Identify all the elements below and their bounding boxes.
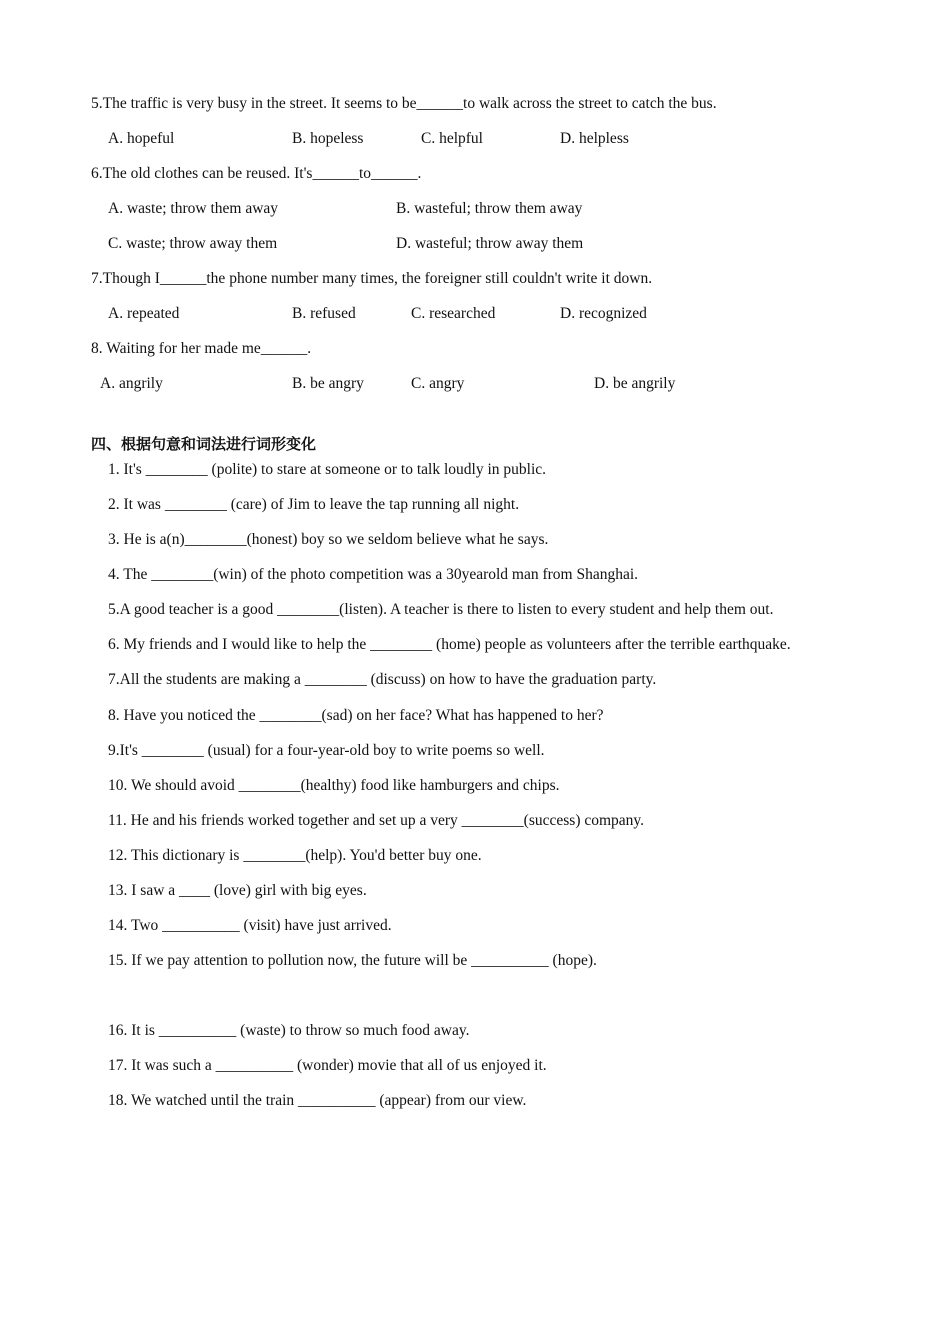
option-c: C. waste; throw away them [108, 235, 278, 252]
option-d: D. be angrily [594, 375, 676, 392]
list-item: 12. This dictionary is ________(help). You'd better buy one. [108, 847, 482, 864]
list-item: 2. It was ________ (care) of Jim to leave the tap running all night. [108, 496, 520, 513]
list-item: 18. We watched until the train __________ (appear) from our view. [108, 1092, 527, 1109]
option-a: A. waste; throw them away [108, 200, 279, 217]
option-c: C. researched [411, 305, 496, 322]
option-b: B. hopeless [292, 130, 364, 147]
question-stem: 5.The traffic is very busy in the street. It seems to be______to walk across the street to catch the bus. [91, 95, 717, 112]
list-item: 13. I saw a ____ (love) girl with big eyes. [108, 882, 367, 899]
section-heading: 四、根据句意和词法进行词形变化 [91, 435, 317, 453]
list-item: 6. My friends and I would like to help the ________ (home) people as volunteers after the terrible earthquake. [108, 636, 791, 653]
question-stem: 7.Though I______the phone number many times, the foreigner still couldn't write it down. [91, 270, 653, 287]
option-d: D. wasteful; throw away them [396, 235, 584, 252]
list-item: 5.A good teacher is a good ________(listen). A teacher is there to listen to every student and help them out. [108, 601, 774, 618]
option-c: C. helpful [421, 130, 483, 147]
list-item: 1. It's ________ (polite) to stare at someone or to talk loudly in public. [108, 461, 547, 478]
option-b: B. wasteful; throw them away [396, 200, 583, 217]
list-item: 16. It is __________ (waste) to throw so much food away. [108, 1022, 470, 1039]
option-a: A. repeated [108, 305, 180, 322]
list-item: 11. He and his friends worked together and set up a very ________(success) company. [108, 812, 645, 829]
list-item: 9.It's ________ (usual) for a four-year-old boy to write poems so well. [108, 742, 545, 759]
list-item: 17. It was such a __________ (wonder) movie that all of us enjoyed it. [108, 1057, 547, 1074]
list-item: 14. Two __________ (visit) have just arrived. [108, 917, 392, 934]
option-c: C. angry [411, 375, 465, 392]
question-stem: 8. Waiting for her made me______. [91, 340, 312, 357]
list-item: 3. He is a(n)________(honest) boy so we seldom believe what he says. [108, 531, 549, 548]
list-item: 7.All the students are making a ________ (discuss) on how to have the graduation party. [108, 671, 657, 688]
list-item: 10. We should avoid ________(healthy) food like hamburgers and chips. [108, 777, 560, 794]
list-item: 4. The ________(win) of the photo competition was a 30yearold man from Shanghai. [108, 566, 639, 583]
list-item: 15. If we pay attention to pollution now, the future will be __________ (hope). [108, 952, 597, 969]
option-a: A. hopeful [108, 130, 175, 147]
question-stem: 6.The old clothes can be reused. It's______to______. [91, 165, 422, 182]
option-d: D. recognized [560, 305, 647, 322]
option-d: D. helpless [560, 130, 629, 147]
option-a: A. angrily [100, 375, 163, 392]
option-b: B. be angry [292, 375, 364, 392]
option-b: B. refused [292, 305, 356, 322]
list-item: 8. Have you noticed the ________(sad) on her face? What has happened to her? [108, 707, 604, 724]
